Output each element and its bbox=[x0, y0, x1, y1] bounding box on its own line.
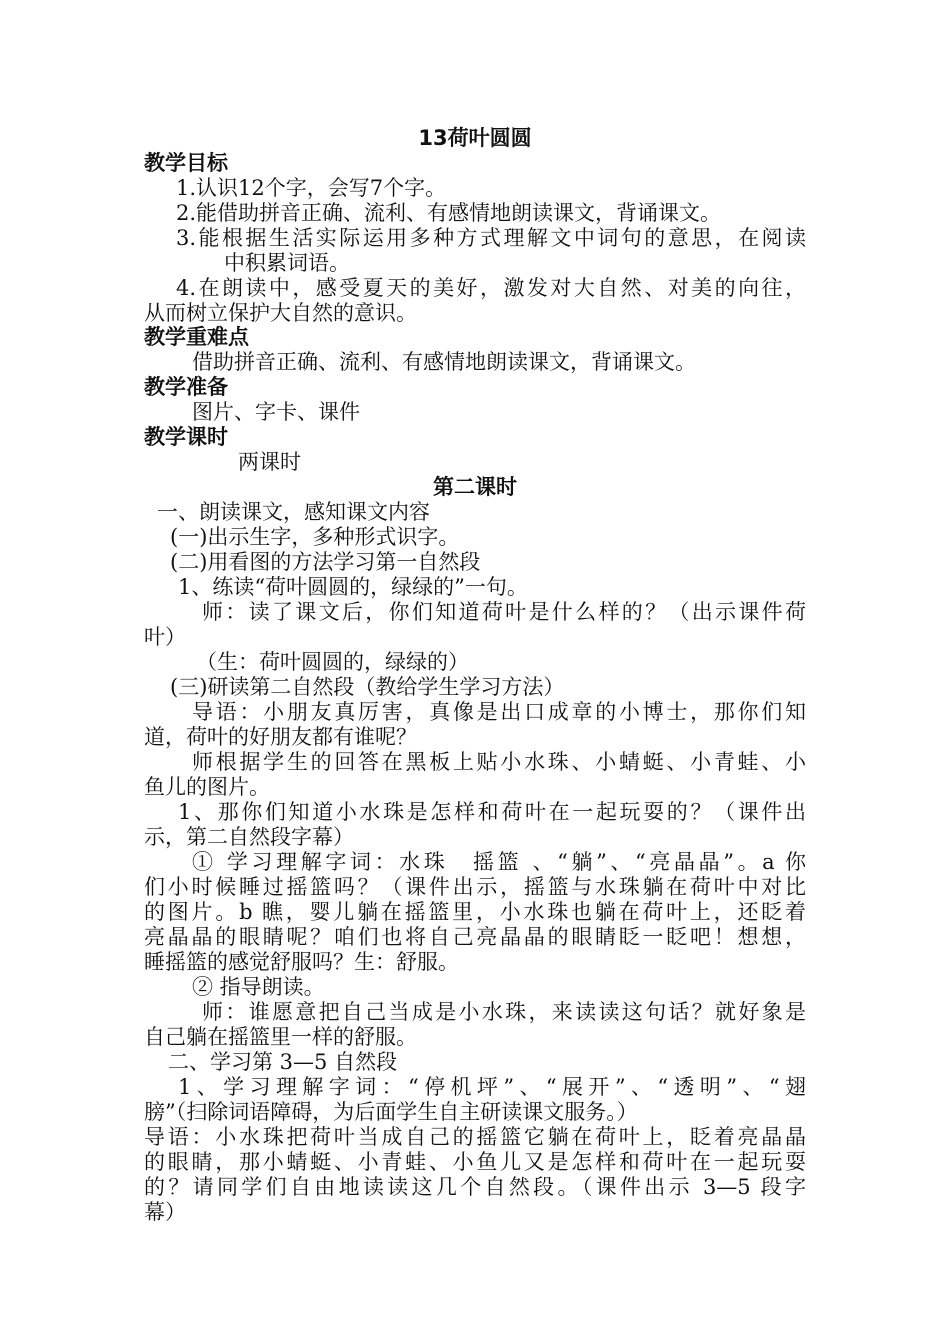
time-heading: 教学课时 bbox=[144, 425, 228, 449]
lesson-line: ② 指导朗读。 bbox=[192, 975, 325, 999]
lesson-line: (三)研读第二自然段（教给学生学习方法） bbox=[170, 675, 565, 699]
goal-2: 2.能借助拼音正确、流利、有感情地朗读课文，背诵课文。 bbox=[176, 201, 722, 225]
lesson-line: 的眼睛，那小蜻蜓、小青蛙、小鱼儿又是怎样和荷叶在一起玩耍 bbox=[144, 1150, 806, 1174]
lesson-heading: 第二课时 bbox=[433, 475, 517, 499]
lesson-line: (二)用看图的方法学习第一自然段 bbox=[170, 550, 481, 574]
prep-text: 图片、字卡、课件 bbox=[192, 400, 360, 424]
lesson-line: 自己躺在摇篮里一样的舒服。 bbox=[144, 1025, 417, 1049]
lesson-line: 道，荷叶的好朋友都有谁呢？ bbox=[144, 725, 417, 749]
lesson-line: 膀”（扫除词语障碍，为后面学生自主研读课文服务。） bbox=[144, 1100, 638, 1124]
goal-4-line-2: 从而树立保护大自然的意识。 bbox=[144, 301, 417, 325]
lesson-line: 师：谁愿意把自己当成是小水珠，来读读这句话？就好象是 bbox=[202, 1000, 806, 1024]
goal-1: 1.认识12个字，会写7个字。 bbox=[176, 176, 447, 200]
goals-heading: 教学目标 bbox=[144, 151, 228, 175]
prep-heading: 教学准备 bbox=[144, 375, 228, 399]
lesson-line: 1、学习理解字词：“停机坪”、“展开”、“透明”、“翅 bbox=[178, 1075, 806, 1099]
lesson-line: 导语：小朋友真厉害，真像是出口成章的小博士，那你们知 bbox=[192, 700, 806, 724]
document-title: 13荷叶圆圆 bbox=[418, 126, 532, 150]
lesson-line: 亮晶晶的眼睛呢？咱们也将自己亮晶晶的眼睛眨一眨吧！想想， bbox=[144, 925, 806, 949]
lesson-line: 幕） bbox=[144, 1200, 186, 1224]
lesson-line: 的？请同学们自由地读读这几个自然段。（课件出示 3—5 段字 bbox=[144, 1175, 806, 1199]
lesson-line: 叶） bbox=[144, 625, 186, 649]
difficulty-heading: 教学重难点 bbox=[144, 325, 249, 349]
lesson-line: (一)出示生字，多种形式识字。 bbox=[170, 525, 460, 549]
lesson-line: 1、练读“荷叶圆圆的，绿绿的”一句。 bbox=[178, 575, 528, 599]
lesson-line: 师根据学生的回答在黑板上贴小水珠、小蜻蜓、小青蛙、小 bbox=[192, 750, 806, 774]
lesson-line: 1、那你们知道小水珠是怎样和荷叶在一起玩耍的？（课件出 bbox=[178, 800, 806, 824]
lesson-line: 睡摇篮的感觉舒服吗？生：舒服。 bbox=[144, 950, 459, 974]
lesson-line: 鱼儿的图片。 bbox=[144, 775, 270, 799]
lesson-line: 一、朗读课文，感知课文内容 bbox=[157, 500, 430, 524]
lesson-line: （生：荷叶圆圆的，绿绿的） bbox=[196, 650, 469, 674]
goal-3-line-2: 中积累词语。 bbox=[224, 251, 350, 275]
lesson-line: 师：读了课文后，你们知道荷叶是什么样的？（出示课件荷 bbox=[202, 600, 806, 624]
lesson-line: 二、学习第 3—5 自然段 bbox=[168, 1050, 398, 1074]
lesson-line: ① 学习理解字词：水珠 摇篮 、“躺”、“亮晶晶”。a 你 bbox=[192, 850, 806, 874]
goal-4-line-1: 4.在朗读中，感受夏天的美好，激发对大自然、对美的向往， bbox=[176, 276, 806, 300]
lesson-line: 们小时候睡过摇篮吗？（课件出示，摇篮与水珠躺在荷叶中对比 bbox=[144, 875, 806, 899]
lesson-line: 示，第二自然段字幕） bbox=[144, 825, 354, 849]
lesson-line: 的图片。b 瞧，婴儿躺在摇篮里，小水珠也躺在荷叶上，还眨着 bbox=[144, 900, 806, 924]
lesson-line: 导语：小水珠把荷叶当成自己的摇篮它躺在荷叶上，眨着亮晶晶 bbox=[144, 1125, 806, 1149]
time-text: 两课时 bbox=[238, 450, 301, 474]
difficulty-text: 借助拼音正确、流利、有感情地朗读课文，背诵课文。 bbox=[192, 350, 696, 374]
goal-3-line-1: 3.能根据生活实际运用多种方式理解文中词句的意思，在阅读 bbox=[176, 226, 806, 250]
